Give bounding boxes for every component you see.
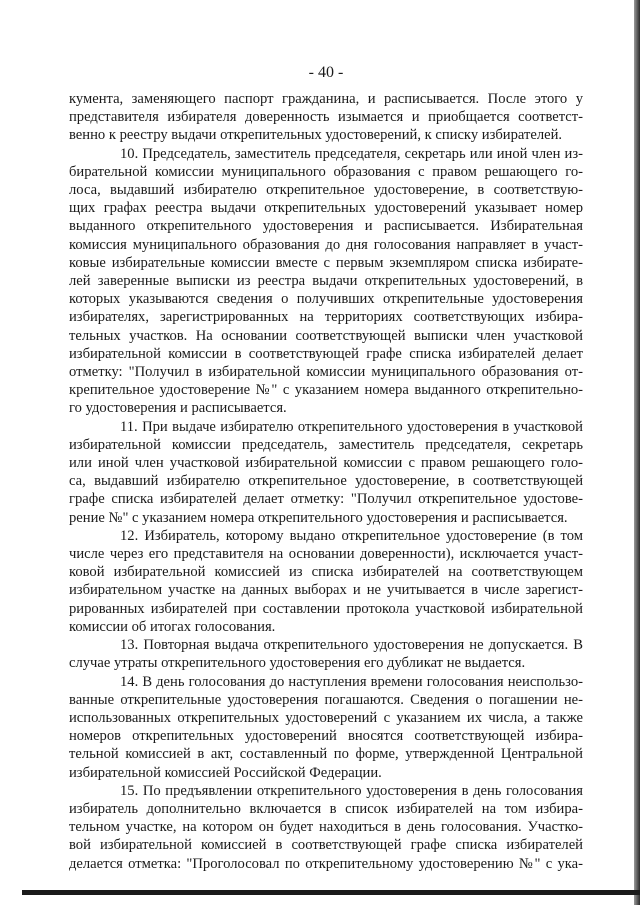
text-line: бирательной комиссии муниципального образования с правом решающего го- bbox=[69, 163, 583, 180]
text-line: избирателях, зарегистрированных на территориях соответствующих избира- bbox=[69, 309, 583, 326]
text-line: случае утраты открепительного удостоверения его дубликат не выдается. bbox=[69, 655, 526, 672]
text-line: избирательной комиссией Российской Федерации. bbox=[69, 764, 382, 781]
text-line: избирательной комиссии в соответствующей графе списка избирателей делает bbox=[69, 345, 583, 362]
text-line: избирательной комиссии председатель, заместитель председателя, секретарь bbox=[69, 436, 583, 453]
text-line: кумента, заменяющего паспорт гражданина, и расписывается. После этого у bbox=[69, 91, 583, 107]
paragraph-15 bbox=[69, 782, 583, 873]
text-line: комиссия муниципального образования до дня голосования направляет в участ- bbox=[69, 236, 583, 253]
text-line: использованных открепительных удостоверений с указанием их числа, а также bbox=[69, 709, 583, 726]
text-line: ванные открепительные удостоверения погашаются. Сведения о погашении не- bbox=[69, 691, 583, 708]
text-line: венно к реестру выдачи открепительных удостоверений, к списку избирателей. bbox=[69, 127, 563, 144]
scan-edge-bottom bbox=[22, 890, 640, 895]
scan-edge-right bbox=[634, 0, 640, 905]
text-line: 12. Избиратель, которому выдано открепительное удостоверение (в том bbox=[120, 527, 583, 544]
paragraph-14 bbox=[69, 673, 583, 782]
text-line: 15. По предъявлении открепительного удостоверения в день голосования bbox=[120, 782, 583, 799]
text-line: делается отметка: "Проголосовал по открепительному удостоверению №" с ука- bbox=[69, 855, 583, 872]
text-line: лоса, выдавший избирателю открепительное удостоверение, в соответствую- bbox=[69, 182, 583, 199]
text-line: рение №" с указанием номера открепительного удостоверения и расписывается. bbox=[69, 509, 568, 526]
text-line: номеров открепительных удостоверений вносятся соответствующей избира- bbox=[69, 728, 583, 745]
text-line: вой избирательной комиссией в соответствующей графе списка избирателей bbox=[69, 837, 583, 854]
paragraph-11 bbox=[69, 418, 583, 527]
page-number: - 40 - bbox=[308, 64, 344, 81]
text-line: са, выдавший избирателю открепительное удостоверение, в соответствующей bbox=[69, 473, 583, 490]
text-line: ковой избирательной комиссией из списка избирателей на соответствующем bbox=[69, 564, 583, 581]
text-line: го удостоверения и расписывается. bbox=[69, 400, 287, 417]
document-body bbox=[69, 90, 583, 873]
paragraph-10 bbox=[69, 145, 583, 418]
text-line: комиссии об итогах голосования. bbox=[69, 618, 276, 635]
text-line: избирательном участке на данных выборах и не учитывается в числе зарегист- bbox=[69, 582, 583, 599]
text-line: отметку: "Получил в избирательной комиссии муниципального образования от- bbox=[69, 364, 583, 381]
paragraph-13 bbox=[69, 636, 583, 672]
text-line: 14. В день голосования до наступления времени голосования неиспользо- bbox=[120, 673, 583, 690]
text-line: графе списка избирателей делает отметку: "Получил открепительное удостове- bbox=[69, 491, 583, 508]
paragraph-12 bbox=[69, 527, 583, 636]
text-line: тельной комиссией в акт, составленный по форме, утвержденной Центральной bbox=[69, 746, 583, 763]
paragraph-continuation bbox=[69, 90, 583, 145]
text-line: ковые избирательные комиссии вместе с первым экземпляром списка избирате- bbox=[69, 254, 583, 271]
text-line: щих графах реестра выдачи открепительных удостоверений указывает номер bbox=[69, 200, 583, 217]
text-line: лей заверенные выписки из реестра выдачи открепительных удостоверений, в bbox=[69, 273, 583, 290]
text-line: тельном участке, на котором он будет находиться в день голосования. Участко- bbox=[69, 819, 583, 836]
text-line: тельных участков. На основании соответствующей выписки член участковой bbox=[69, 327, 583, 344]
text-line: или иной член участковой избирательной комиссии с правом решающего голо- bbox=[69, 455, 583, 472]
text-line: выданного открепительного удостоверения и расписывается. Избирательная bbox=[69, 218, 583, 235]
text-line: 13. Повторная выдача открепительного удостоверения не допускается. В bbox=[120, 637, 583, 654]
text-line: числе через его представителя на основании доверенности), исключается участ- bbox=[69, 546, 583, 563]
text-line: рированных избирателей при составлении протокола участковой избирательной bbox=[69, 600, 583, 617]
text-line: 11. При выдаче избирателю открепительного удостоверения в участковой bbox=[120, 418, 583, 435]
text-line: 10. Председатель, заместитель председателя, секретарь или иной член из- bbox=[120, 145, 583, 162]
text-line: представителя избирателя доверенность изымается и приобщается соответст- bbox=[69, 109, 583, 126]
text-line: которых указываются сведения о получивших открепительные удостоверения bbox=[69, 291, 583, 308]
text-line: крепительное удостоверение №" с указанием номера выданного открепительно- bbox=[69, 382, 583, 399]
text-line: избиратель дополнительно включается в список избирателей на том избира- bbox=[69, 800, 583, 817]
